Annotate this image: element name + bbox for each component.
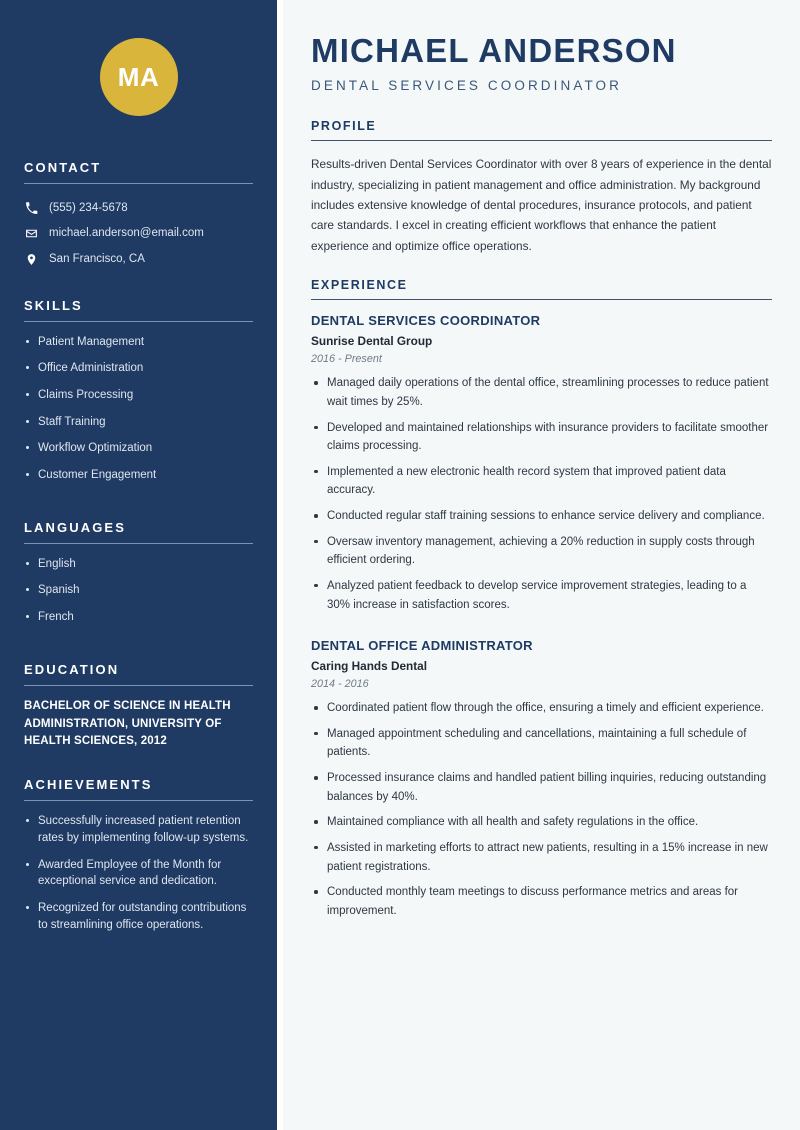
contact-list <box>24 196 253 272</box>
list-item: Implemented a new electronic health record system that improved patient data accuracy. <box>311 463 772 507</box>
list-item: Conducted monthly team meetings to discuss performance metrics and areas for improvement. <box>311 883 772 927</box>
achievements-section <box>24 777 253 943</box>
list-item: Managed daily operations of the dental office, streamlining processes to reduce patient wait times by 25%. <box>311 374 772 418</box>
education-heading: EDUCATION <box>24 661 120 677</box>
education-divider <box>24 685 253 686</box>
phone-icon <box>24 202 38 216</box>
contact-item-email[interactable] <box>24 221 253 246</box>
list-item: Customer Engagement <box>24 467 253 494</box>
profile-heading: PROFILE <box>311 118 377 133</box>
map-pin-icon <box>24 252 38 266</box>
job-company: Sunrise Dental Group <box>311 334 433 349</box>
avatar: MA <box>100 38 178 116</box>
list-item: Maintained compliance with all health and safety regulations in the office. <box>311 813 772 839</box>
job-company: Caring Hands Dental <box>311 659 428 674</box>
job-dates: 2016 - Present <box>311 353 382 366</box>
experience-divider <box>311 299 772 301</box>
achievements-list <box>24 813 253 943</box>
contact-divider <box>24 183 253 184</box>
contact-phone-value: (555) 234-5678 <box>49 202 128 214</box>
languages-section <box>24 520 253 636</box>
experience-entry <box>311 638 772 927</box>
languages-heading: LANGUAGES <box>24 519 126 535</box>
skills-divider <box>24 321 253 322</box>
skills-heading: SKILLS <box>24 297 83 313</box>
languages-list <box>24 556 253 636</box>
envelope-icon <box>24 227 38 241</box>
job-title: DENTAL OFFICE ADMINISTRATOR <box>311 638 533 654</box>
list-item: Successfully increased patient retention rates by implementing follow-up systems. <box>24 813 253 856</box>
list-item: Conducted regular staff training sessions to enhance service delivery and compliance. <box>311 507 772 533</box>
contact-heading: CONTACT <box>24 160 102 175</box>
list-item: Developed and maintained relationships with insurance providers to facilitate smoother claims processing. <box>311 419 772 463</box>
list-item: Workflow Optimization <box>24 440 253 467</box>
education-section <box>24 662 253 751</box>
main-column <box>283 0 800 1130</box>
experience-section <box>311 278 772 928</box>
list-item: Assisted in marketing efforts to attract new patients, resulting in a 15% increase in new patient registrations. <box>311 839 772 883</box>
languages-divider <box>24 543 253 544</box>
list-item: Office Administration <box>24 360 253 387</box>
contact-email-value: michael.anderson@email.com <box>49 227 204 240</box>
sidebar <box>0 0 277 1130</box>
job-bullet-list <box>311 374 772 621</box>
profile-text: Results-driven Dental Services Coordinator with over 8 years of experience in the dental industry, specializing in patient management and office administration. My background includes extensive knowledge of dental procedures, insurance protocols, and patient care standards. I excel in creating efficient workflows that enhance the patient experience and optimize office operations. <box>311 157 772 253</box>
job-bullet-list <box>311 699 772 927</box>
contact-item-location[interactable] <box>24 247 253 272</box>
list-item: Patient Management <box>24 334 253 361</box>
experience-entry <box>311 313 772 621</box>
list-item: Claims Processing <box>24 387 253 414</box>
list-item: Processed insurance claims and handled patient billing inquiries, reducing outstanding balances by 40%. <box>311 769 772 813</box>
list-item: Recognized for outstanding contributions to streamlining office operations. <box>24 900 253 943</box>
contact-item-phone[interactable] <box>24 196 253 221</box>
job-dates: 2014 - 2016 <box>311 678 369 691</box>
list-item: English <box>24 556 253 583</box>
list-item: Managed appointment scheduling and cancellations, maintaining a full schedule of patients. <box>311 725 772 769</box>
skills-list <box>24 334 253 494</box>
profile-divider <box>311 140 772 142</box>
job-role-subtitle: DENTAL SERVICES COORDINATOR <box>311 77 622 93</box>
list-item: French <box>24 609 253 636</box>
contact-location-value: San Francisco, CA <box>49 252 145 265</box>
page-title: MICHAEL ANDERSON <box>311 32 677 69</box>
profile-section <box>311 119 772 256</box>
list-item: Spanish <box>24 582 253 609</box>
contact-section <box>24 160 253 272</box>
list-item: Staff Training <box>24 414 253 441</box>
list-item: Coordinated patient flow through the office, ensuring a timely and efficient experience. <box>311 699 772 725</box>
list-item: Analyzed patient feedback to develop service improvement strategies, leading to a 30% increase in satisfaction scores. <box>311 577 772 621</box>
list-item: Awarded Employee of the Month for exceptional service and dedication. <box>24 857 253 900</box>
list-item: Oversaw inventory management, achieving a 20% reduction in supply costs through efficient ordering. <box>311 533 772 577</box>
achievements-heading: ACHIEVEMENTS <box>24 777 153 793</box>
skills-section <box>24 298 253 494</box>
avatar-container <box>24 0 253 160</box>
experience-heading: EXPERIENCE <box>311 277 408 292</box>
achievements-divider <box>24 800 253 801</box>
education-entry: BACHELOR OF SCIENCE IN HEALTH ADMINISTRATION, UNIVERSITY OF HEALTH SCIENCES, 2012 <box>24 699 231 748</box>
job-title: DENTAL SERVICES COORDINATOR <box>311 313 541 329</box>
